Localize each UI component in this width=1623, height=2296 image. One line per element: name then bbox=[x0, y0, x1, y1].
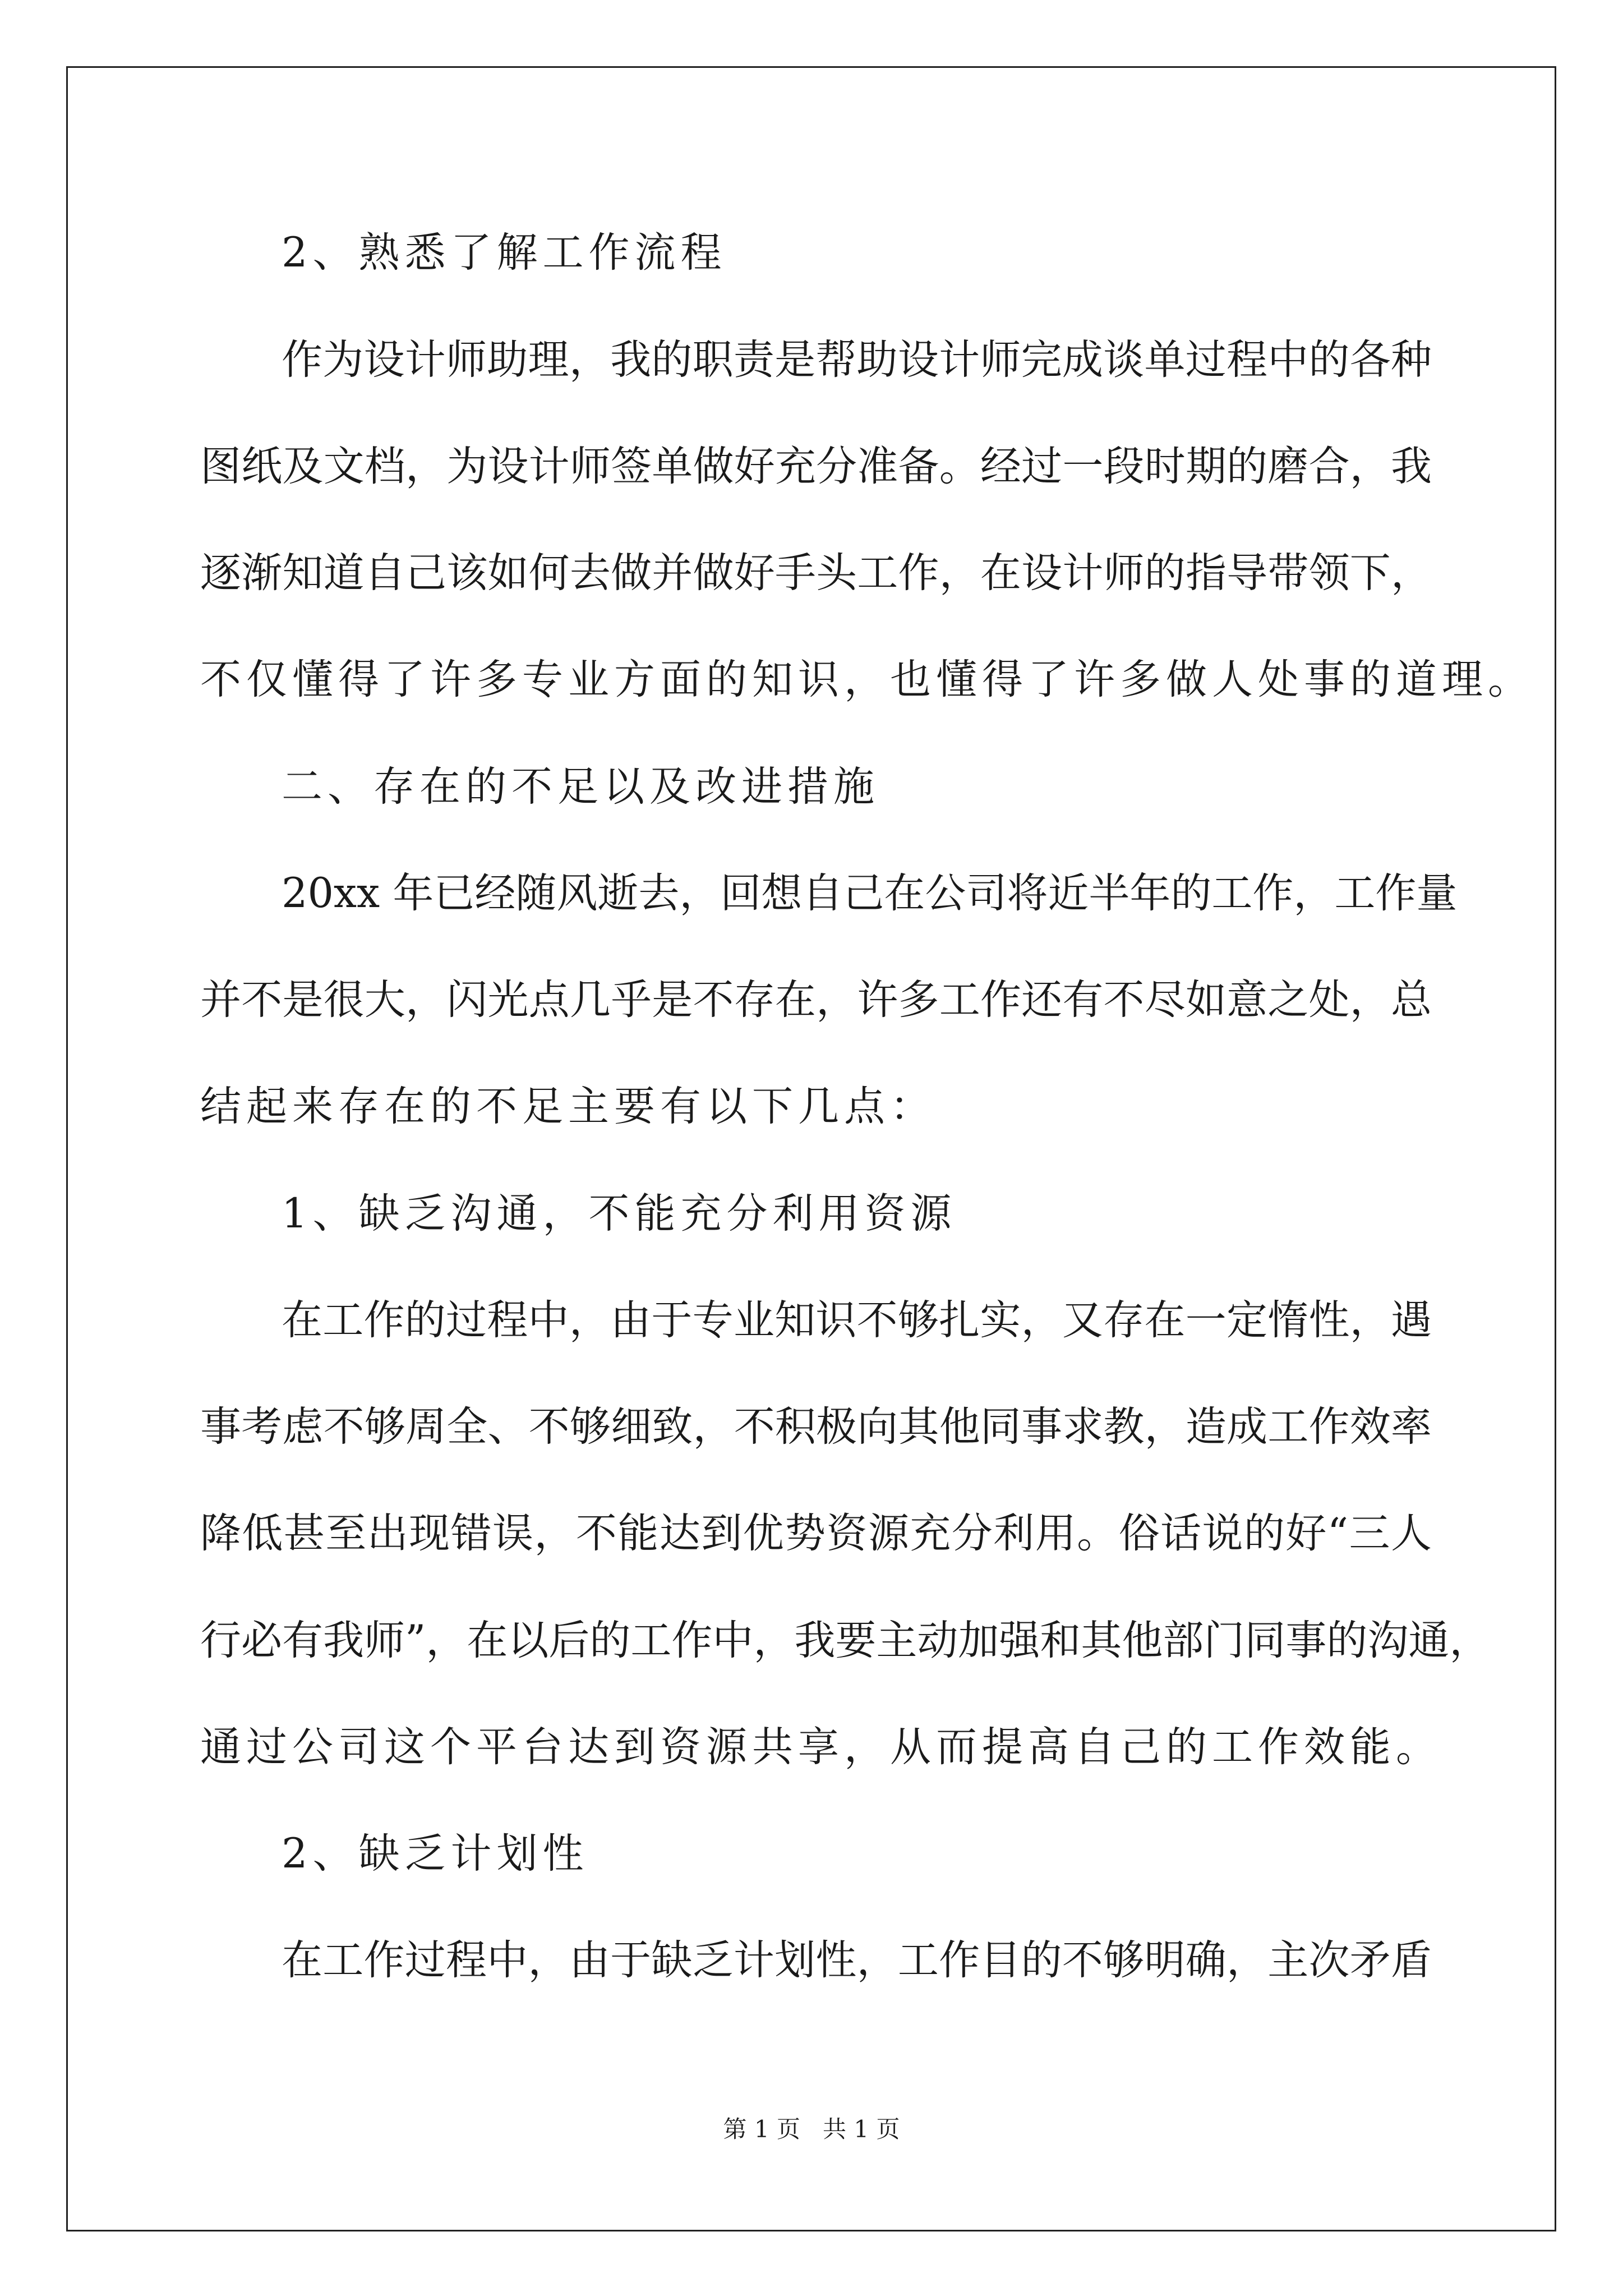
subheading: 1、缺乏沟通，不能充分利用资源 bbox=[282, 1190, 957, 1237]
page-border bbox=[66, 66, 1556, 2231]
section-heading: 二、存在的不足以及改进措施 bbox=[282, 763, 879, 811]
paragraph-line: 图纸及文档，为设计师签单做好充分准备。经过一段时期的磨合，我 bbox=[200, 443, 1432, 490]
paragraph-line: 在工作的过程中，由于专业知识不够扎实，又存在一定惰性，遇 bbox=[282, 1296, 1432, 1344]
subheading: 2、缺乏计划性 bbox=[282, 1830, 589, 1878]
paragraph-line: 逐渐知道自己该如何去做并做好手头工作，在设计师的指导带领下， bbox=[200, 549, 1432, 597]
paragraph-line: 在工作过程中，由于缺乏计划性，工作目的不够明确，主次矛盾 bbox=[282, 1936, 1432, 1984]
paragraph-line: 结起来存在的不足主要有以下几点： bbox=[200, 1083, 936, 1130]
paragraph-line: 不仅懂得了许多专业方面的知识，也懂得了许多做人处事的道理。 bbox=[200, 656, 1534, 703]
paragraph-line: 20xx 年已经随风逝去，回想自己在公司将近半年的工作，工作量 bbox=[282, 869, 1458, 917]
paragraph-line: 并不是很大，闪光点几乎是不存在，许多工作还有不尽如意之处，总 bbox=[200, 976, 1432, 1024]
page-footer: 第 1 页 共 1 页 bbox=[723, 2115, 900, 2143]
paragraph-line: 事考虑不够周全、不够细致，不积极向其他同事求教，造成工作效率 bbox=[200, 1403, 1432, 1451]
paragraph-line: 行必有我师”，在以后的工作中，我要主动加强和其他部门同事的沟通， bbox=[200, 1617, 1491, 1664]
paragraph-line: 作为设计师助理，我的职责是帮助设计师完成谈单过程中的各种 bbox=[282, 336, 1432, 384]
paragraph-line: 通过公司这个平台达到资源共享，从而提高自己的工作效能。 bbox=[200, 1723, 1442, 1771]
subheading: 2、熟悉了解工作流程 bbox=[282, 229, 727, 277]
paragraph-line: 降低甚至出现错误，不能达到优势资源充分利用。俗话说的好“三人 bbox=[200, 1510, 1432, 1557]
